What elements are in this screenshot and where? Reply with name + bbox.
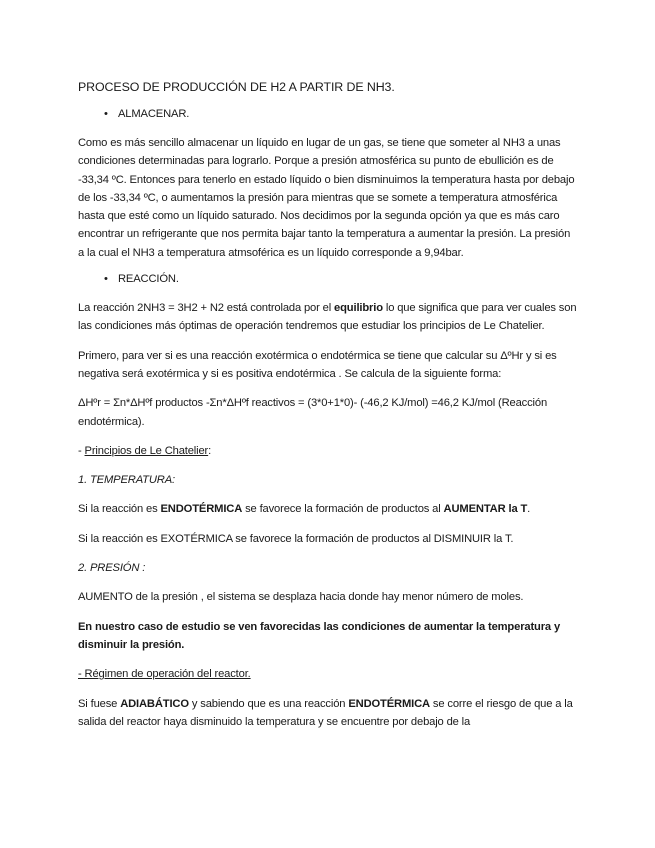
- bullet-reaccion: [104, 273, 578, 286]
- bullet-dot-icon: •: [104, 273, 108, 286]
- document-title: PROCESO DE PRODUCCIÓN DE H2 A PARTIR DE NH3.: [78, 80, 395, 94]
- bold-aumentar: AUMENTAR la T: [443, 503, 528, 516]
- paragraph-presion: AUMENTO de la presión , el sistema se desplaza hacia donde hay menor número de moles.: [78, 591, 524, 604]
- paragraph-almacenar: Como es más sencillo almacenar un líquido en lugar de un gas, se tiene que someter al NH3 a unas condiciones determinadas para lograrlo. Porque a presión atmosférica su punto de ebullición es de -33,34 ºC. Entonces para tenerlo en estado líquido o bien disminuimos la temperatura hasta por debajo de los -33,34 ºC, o aumentamos la presión para mientras que se somete a temperatura atmosférica hasta que esté como un líquido saturado. Nos decidimos por la segunda opción ya que es más caro encontrar un refrigerante que nos permita bajar tanto la temperatura a aumentar la presión. La presión a la cual el NH3 a temperatura atmsoférica es un líquido corresponde a 9,94bar.: [78, 137, 575, 259]
- bold-endotermica: ENDOTÉRMICA: [160, 503, 243, 516]
- heading-temperatura: 1. TEMPERATURA:: [78, 474, 175, 487]
- paragraph-conclusion: En nuestro caso de estudio se ven favorecidas las condiciones de aumentar la temperatura y disminuir la presión.: [78, 620, 561, 651]
- text-run: La reacción 2NH3 = 3H2 + N2 está controlada por el: [78, 302, 335, 315]
- principios-label: Principios de Le Chatelier: [84, 444, 209, 457]
- bold-endotermica-2: ENDOTÉRMICA: [348, 697, 430, 710]
- bullet-almacenar: [104, 108, 578, 120]
- dash: -: [78, 444, 85, 457]
- text-run: Si fuese: [78, 697, 121, 710]
- paragraph-adiabatico: [78, 695, 578, 732]
- paragraph-entalpia-intro: Primero, para ver si es una reacción exotérmica o endotérmica se tiene que calcular su ΔºHr y si es negativa será exotérmica y si es positiva endotérmica . Se calcula de la siguiente forma:: [78, 349, 557, 380]
- text-run: y sabiendo que es una reacción: [188, 697, 349, 710]
- paragraph-temp-exo: Si la reacción es EXOTÉRMICA se favorece la formación de productos al DISMINUIR la T.: [78, 532, 514, 545]
- paragraph-temp-endo: [78, 500, 578, 518]
- bullet-almacenar-label: ALMACENAR.: [118, 108, 190, 120]
- text-run: Si la reacción es: [78, 503, 161, 516]
- text-run: lo que significa que para ver cuales son las condiciones más óptimas de operación tendremos que estudiar los principios de Le Chatelier.: [78, 302, 577, 333]
- text-run: .: [527, 503, 531, 516]
- bullet-reaccion-label: REACCIÓN.: [118, 273, 179, 286]
- paragraph-formula: ΔHºr = Σn*ΔHºf productos -Σn*ΔHºf reactivos = (3*0+1*0)- (-46,2 KJ/mol) =46,2 KJ/mol (Reacción endotérmica).: [78, 397, 548, 428]
- document-body: [78, 80, 578, 742]
- colon: :: [208, 444, 212, 457]
- heading-presion: 2. PRESIÓN :: [78, 562, 146, 575]
- paragraph-reaccion: [78, 299, 578, 336]
- bullet-dot-icon: •: [104, 108, 108, 120]
- bold-adiabatico: ADIABÁTICO: [120, 697, 189, 710]
- text-run: se favorece la formación de productos al: [242, 503, 444, 516]
- bold-equilibrio: equilibrio: [334, 302, 383, 315]
- heading-principios: [78, 442, 578, 460]
- text-run: se corre el riesgo de que a la salida del reactor haya disminuido la temperatura y se encuentre por debajo de la: [78, 697, 573, 728]
- heading-regimen: - Régimen de operación del reactor.: [78, 668, 251, 681]
